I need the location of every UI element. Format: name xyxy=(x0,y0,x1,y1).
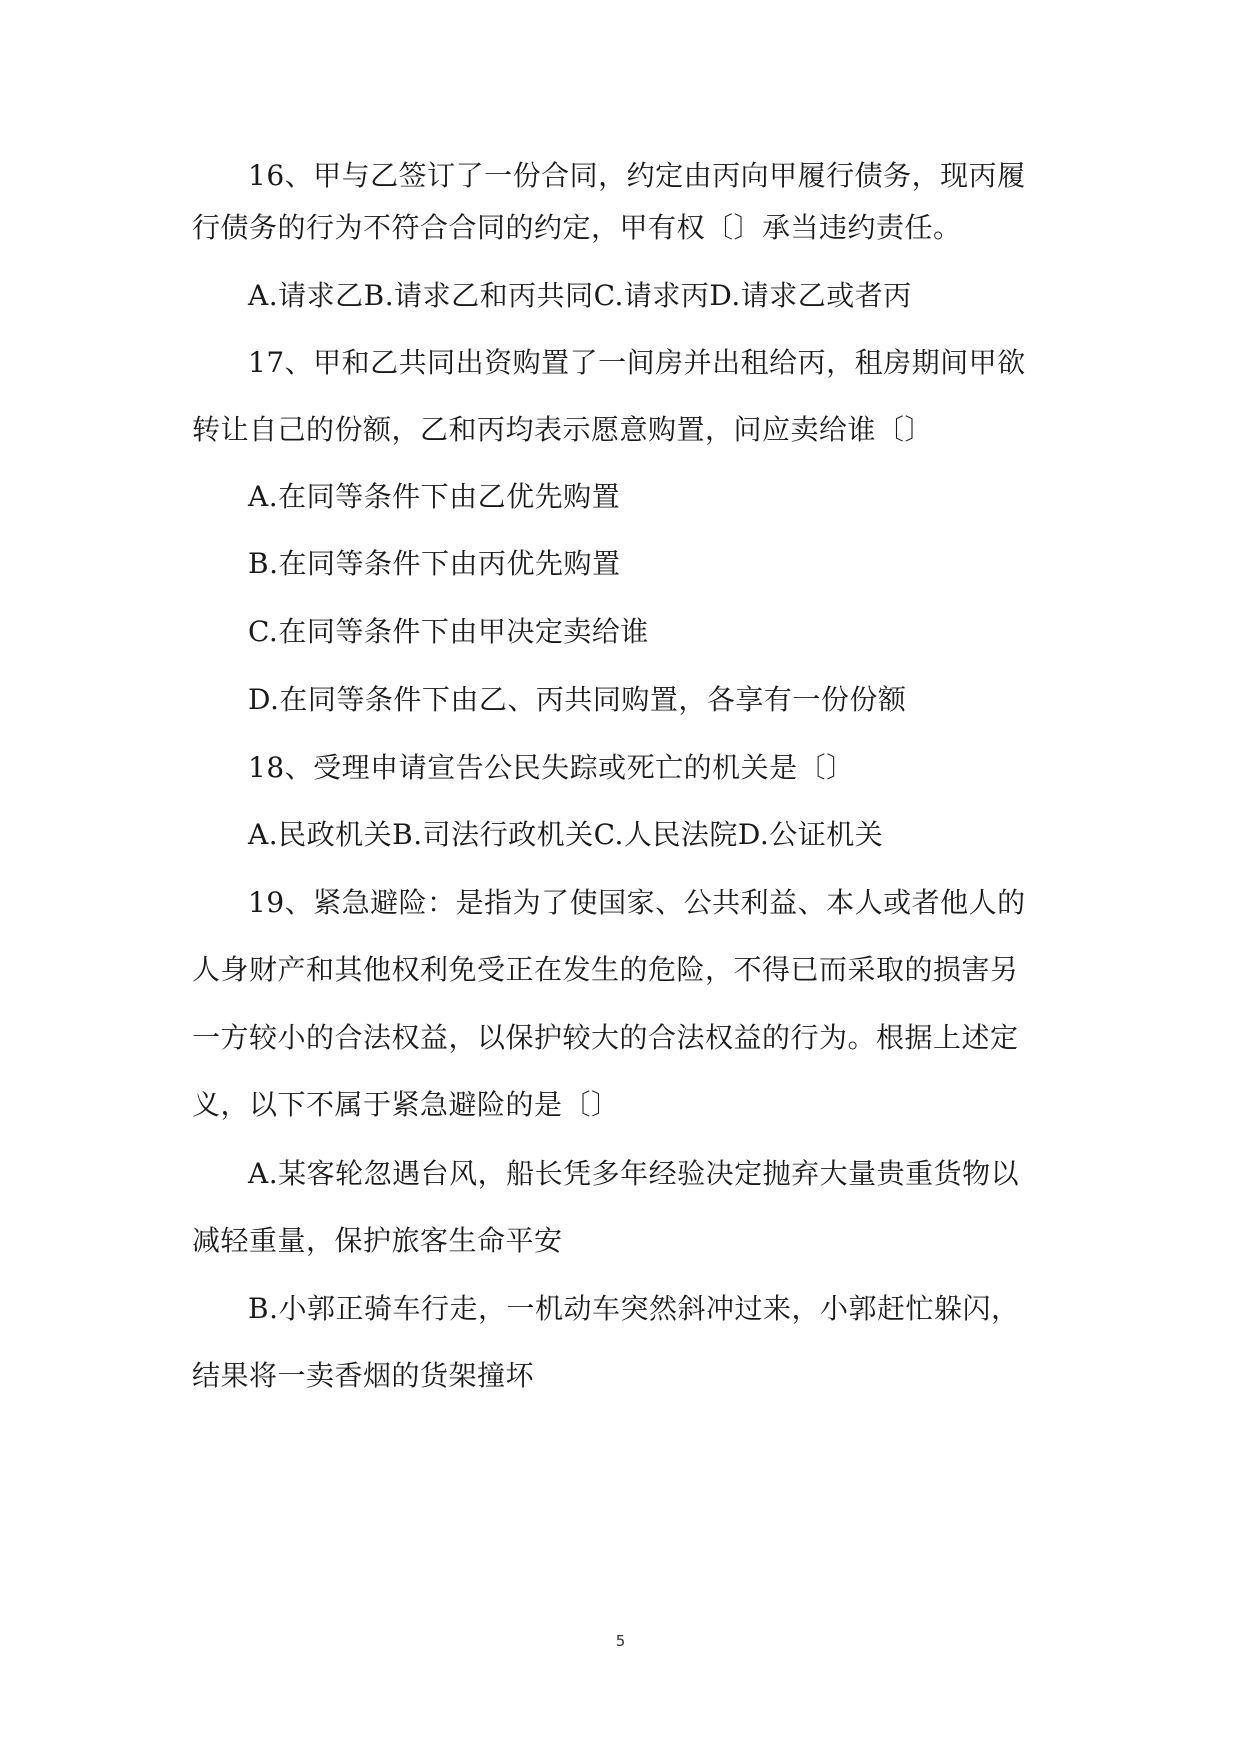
question-16-options: A.请求乙B.请求乙和丙共同C.请求丙D.请求乙或者丙 xyxy=(248,279,912,312)
page-number: 5 xyxy=(615,1632,626,1650)
question-19-option-a-line-1: A.某客轮忽遇台风，船长凭多年经验决定抛弃大量贵重货物以 xyxy=(248,1157,1020,1190)
question-19-line-4: 义，以下不属于紧急避险的是〔〕 xyxy=(192,1088,620,1121)
question-19-line-2: 人身财产和其他权利免受正在发生的危险，不得已而采取的损害另 xyxy=(192,953,1019,986)
question-19-line-3: 一方较小的合法权益，以保护较大的合法权益的行为。根据上述定 xyxy=(192,1021,1019,1054)
question-17-line-2: 转让自己的份额，乙和丙均表示愿意购置，问应卖给谁〔〕 xyxy=(192,413,934,446)
question-17-option-a: A.在同等条件下由乙优先购置 xyxy=(248,480,621,513)
question-16-line-1: 16、甲与乙签订了一份合同，约定由丙向甲履行债务，现丙履 xyxy=(248,159,1026,192)
question-17-option-c: C.在同等条件下由甲决定卖给谁 xyxy=(248,615,649,648)
question-18-line-1: 18、受理申请宣告公民失踪或死亡的机关是〔〕 xyxy=(248,751,855,784)
question-19-option-b-line-2: 结果将一卖香烟的货架撞坏 xyxy=(192,1359,535,1392)
question-19-option-b-line-1: B.小郭正骑车行走，一机动车突然斜冲过来，小郭赶忙躲闪， xyxy=(248,1292,1020,1325)
question-17-line-1: 17、甲和乙共同出资购置了一间房并出租给丙，租房期间甲欲 xyxy=(248,346,1026,379)
question-18-options: A.民政机关B.司法行政机关C.人民法院D.公证机关 xyxy=(248,818,884,851)
question-17-option-d: D.在同等条件下由乙、丙共同购置，各享有一份份额 xyxy=(248,683,907,716)
question-19-line-1: 19、紧急避险：是指为了使国家、公共利益、本人或者他人的 xyxy=(248,886,1026,919)
question-16-line-2: 行债务的行为不符合合同的约定，甲有权〔〕承当违约责任。 xyxy=(192,211,962,244)
question-19-option-a-line-2: 减轻重量，保护旅客生命平安 xyxy=(192,1224,563,1257)
question-17-option-b: B.在同等条件下由丙优先购置 xyxy=(248,547,621,580)
